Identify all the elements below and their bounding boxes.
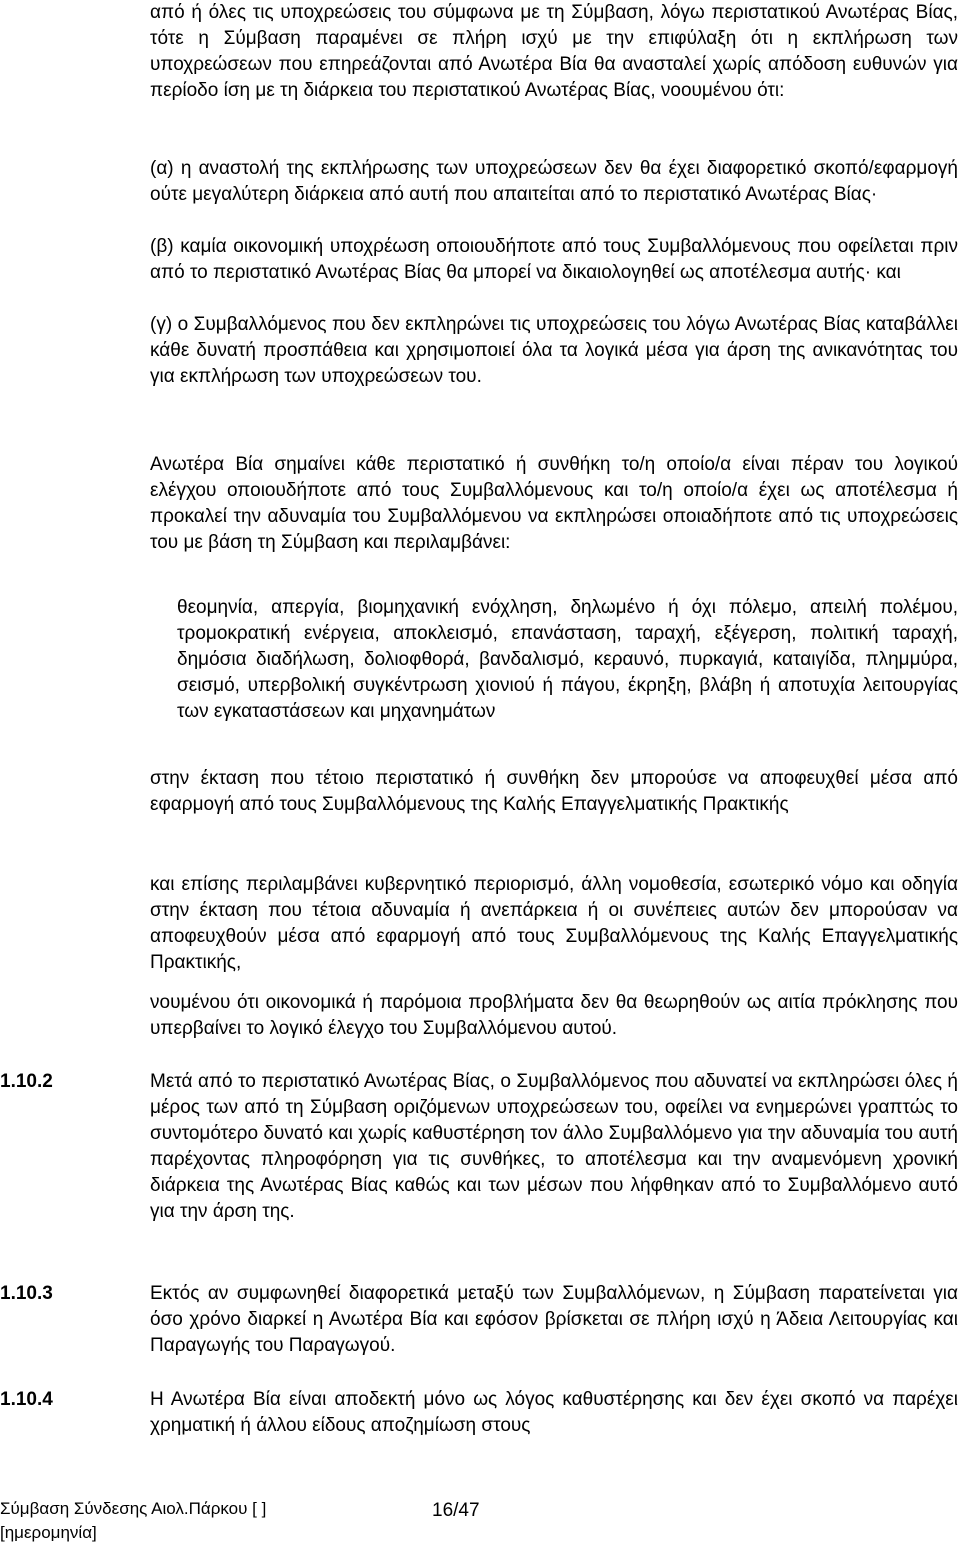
government-paragraph: και επίσης περιλαμβάνει κυβερνητικό περιορισμό, άλλη νομοθεσία, εσωτερικό νόμο και οδηγία στην έκταση που τέτοια αδυναμία ή ανεπάρκεια ή οι συνέπειες αυτών δεν μπορούσαν να αποφευχθούν μέσα από εφαρμογή από τους Συμβαλλόμενους της Καλής Επαγγελματικής Πρακτικής, — [150, 874, 958, 973]
clause-number: 1.10.3 — [0, 1283, 53, 1304]
clause-text: Εκτός αν συμφωνηθεί διαφορετικά μεταξύ των Συμβαλλόμενων, η Σύμβαση παρατείνεται για όσο χρόνο διαρκεί η Ανωτέρα Βία και εφόσον βρίσκεται σε πλήρη ισχύ η Άδεια Λειτουργίας και Παραγωγής του Παραγωγού. — [150, 1283, 958, 1356]
condition-a: (α) η αναστολή της εκπλήρωσης των υποχρεώσεων δεν θα έχει διαφορετικό σκοπό/εφαρμογή ούτε μεγαλύτερη διάρκεια από αυτή που απαιτείται από το περιστατικό Ανωτέρας Βίας· — [150, 158, 958, 205]
footer-title — [0, 1497, 266, 1545]
clause-number: 1.10.2 — [0, 1071, 53, 1092]
footer-title-line1: Σύμβαση Σύνδεσης Αιολ.Πάρκου [ ] — [0, 1499, 267, 1518]
clause-text: Η Ανωτέρα Βία είναι αποδεκτή μόνο ως λόγος καθυστέρησης και δεν έχει σκοπό να παρέχει χρηματική ή άλλου είδους αποζημίωση στους — [150, 1389, 958, 1436]
events-list: θεομηνία, απεργία, βιομηχανική ενόχληση, δηλωμένο ή όχι πόλεμο, απειλή πολέμου, τρομοκρατική ενέργεια, αποκλεισμό, επανάσταση, ταραχή, εξέγερση, πολιτική ταραχή, δημόσια διαδήλωση, δολιοφθορά, βανδαλισμό, κεραυνό, πυρκαγιά, καταιγίδα, πλημμύρα, σεισμό, υπερβολική συγκέντρωση χιονιού ή πάγου, έκρηξη, βλάβη ή αποτυχία λειτουργίας των εγκαταστάσεων και μηχανημάτων — [177, 597, 958, 722]
extent-paragraph: στην έκταση που τέτοιο περιστατικό ή συνθήκη δεν μπορούσε να αποφευχθεί μέσα από εφαρμογή από τους Συμβαλλόμενους της Καλής Επαγγελματικής Πρακτικής — [150, 768, 958, 815]
definition-paragraph: Ανωτέρα Βία σημαίνει κάθε περιστατικό ή συνθήκη το/η οποίο/α είναι πέραν του λογικού ελέγχου οποιουδήποτε από τους Συμβαλλόμενους και το/η οποίο/α έχει ως αποτέλεσμα ή προκαλεί την αδυναμία του Συμβαλλόμενου να εκπληρώσει οποιαδήποτε από τις υποχρεώσεις του με βάση τη Σύμβαση και περιλαμβάνει: — [150, 454, 958, 553]
financial-paragraph: νουμένου ότι οικονομικά ή παρόμοια προβλήματα δεν θα θεωρηθούν ως αιτία πρόκλησης που υπερβαίνει το λογικό έλεγχο του Συμβαλλόμενου αυτού. — [150, 992, 958, 1039]
clause-number: 1.10.4 — [0, 1389, 53, 1410]
condition-c: (γ) ο Συμβαλλόμενος που δεν εκπληρώνει τις υποχρεώσεις του λόγω Ανωτέρας Βίας καταβάλλει κάθε δυνατή προσπάθεια και χρησιμοποιεί όλα τα λογικά μέσα για άρση της ανικανότητας του για εκπλήρωση των υποχρεώσεων του. — [150, 314, 958, 387]
intro-paragraph: από ή όλες τις υποχρεώσεις του σύμφωνα με τη Σύμβαση, λόγω περιστατικού Ανωτέρας Βίας, τότε η Σύμβαση παραμένει σε πλήρη ισχύ με την επιφύλαξη ότι η εκπλήρωση των υποχρεώσεων που επηρεάζονται από Ανωτέρα Βία θα ανασταλεί χωρίς απόδοση ευθυνών για περίοδο ίση με τη διάρκεια του περιστατικού Ανωτέρας Βίας, νοουμένου ότι: — [150, 2, 958, 101]
clause-text: Μετά από το περιστατικό Ανωτέρας Βίας, ο Συμβαλλόμενος που αδυνατεί να εκπληρώσει όλες ή μέρος των από τη Σύμβαση οριζόμενων υποχρεώσεων του, οφείλει να ενημερώνει γραπτώς το συντομότερο δυνατό και χωρίς καθυστέρηση τον άλλο Συμβαλλόμενο για την αδυναμία του αυτή παρέχοντας πληροφόρηση για τις συνθήκες, το αποτέλεσμα και την αναμενόμενη χρονική διάρκεια της Ανωτέρας Βίας καθώς και των μέσων που λήφθηκαν από το Συμβαλλόμενο αυτό για την άρση της. — [150, 1071, 958, 1222]
footer-title-line2: [ημερομηνία] — [0, 1523, 97, 1542]
condition-b: (β) καμία οικονομική υποχρέωση οποιουδήποτε από τους Συμβαλλόμενους που οφείλεται πριν από το περιστατικό Ανωτέρας Βίας θα μπορεί να δικαιολογηθεί ως αποτέλεσμα αυτής· και — [150, 236, 958, 283]
page-number: 16/47 — [432, 1500, 480, 1521]
